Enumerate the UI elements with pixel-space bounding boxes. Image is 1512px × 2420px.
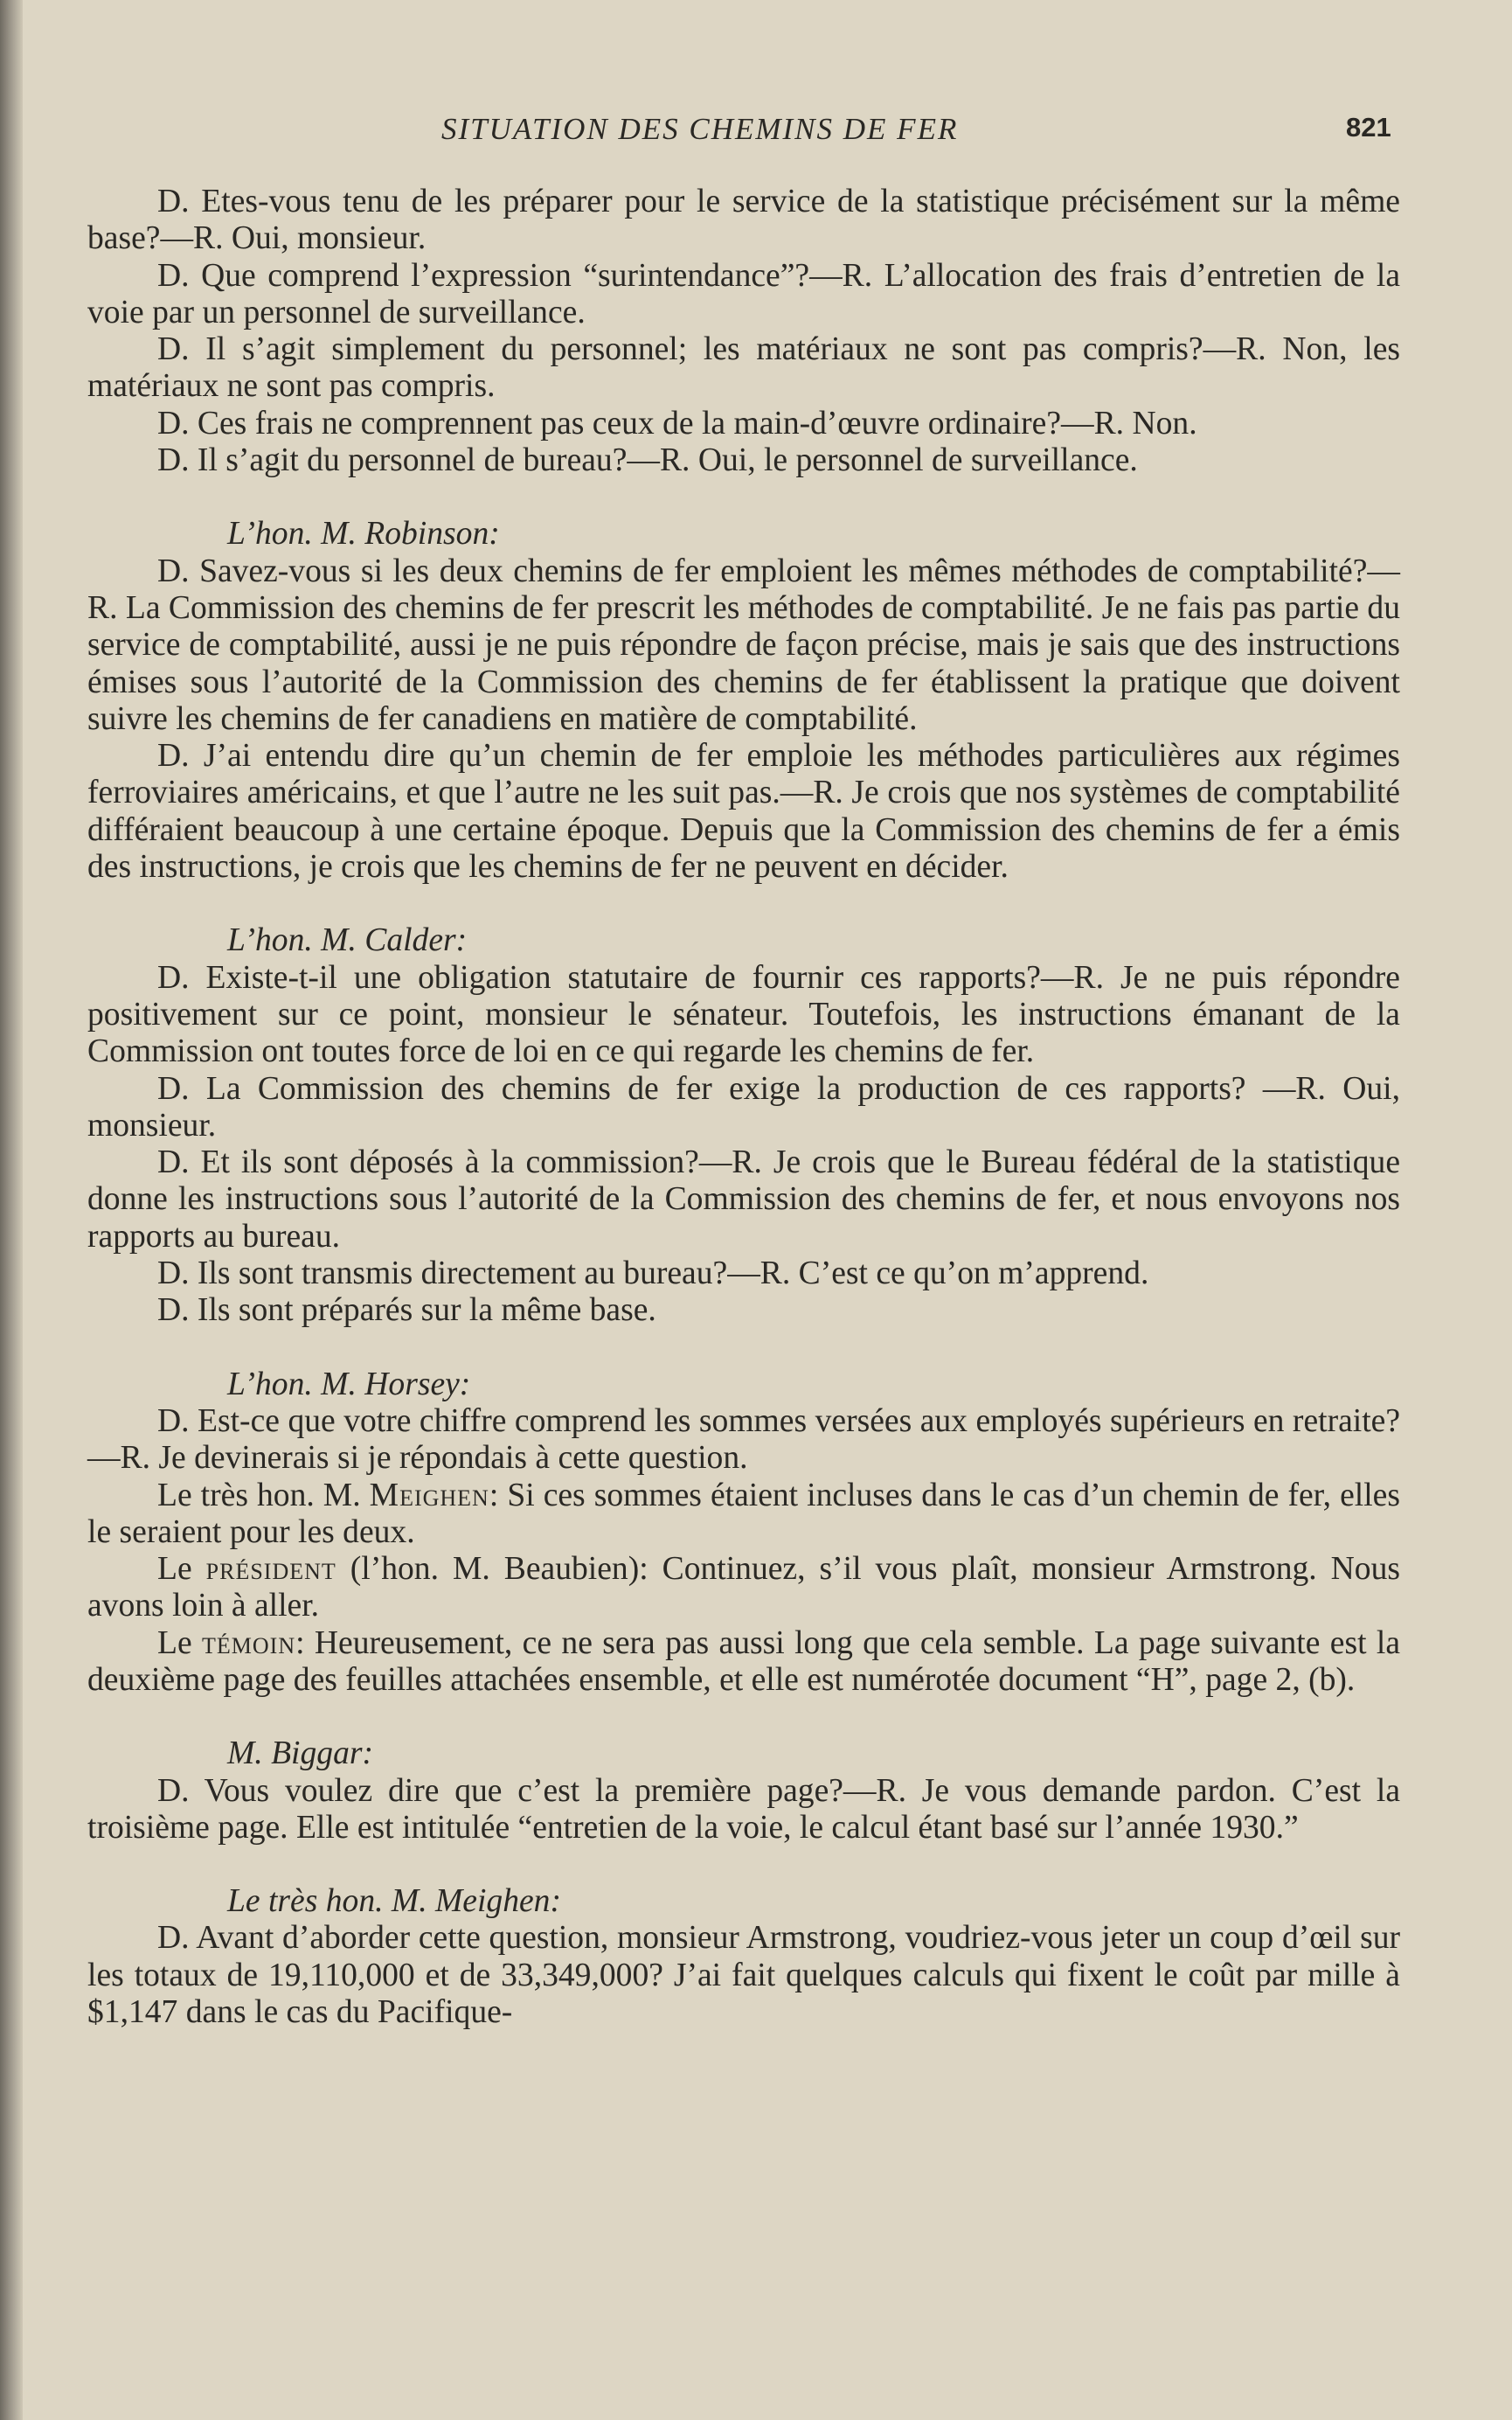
paragraph: D. Est-ce que votre chiffre comprend les sommes versées aux employés supérieurs en retraite?—R. Je devinerais si je répondais à cette question. [87,1402,1400,1477]
speaker-name: Meighen [369,1477,489,1513]
speaker-heading-meighen: Le très hon. M. Meighen: [227,1883,561,1920]
speaker-name: témoin [202,1624,296,1661]
speaker-name: président [205,1551,336,1588]
paragraph: D. Ils sont préparés sur la même base. [157,1292,656,1329]
speaker-heading-calder: L’hon. M. Calder: [227,922,468,959]
remark-text: (l’hon. M. Beaubien): Continuez, s’il vous plaît, monsieur Armstrong. Nous avons loin à aller. [87,1551,1401,1624]
paragraph-witness-remark [87,1625,1400,1700]
remark-text: : Heureusement, ce ne sera pas aussi long que cela semble. La page suivante est la deuxième page des feuilles attachées ensemble, et elle est numérotée document “H”, page 2, (b). [87,1624,1401,1698]
paragraph-president-remark [87,1551,1400,1625]
page-number: 821 [1346,112,1391,143]
paragraph: D. J’ai entendu dire qu’un chemin de fer emploie les méthodes particulières aux régimes ferroviaires américains, et que l’autre ne les suit pas.—R. Je crois que nos systèmes de comptabilité différaient beaucoup à une certaine époque. Depuis que la Commission des chemins de fer a émis des instructions, je crois que les chemins de fer ne peuvent en décider. [87,738,1400,886]
running-title: SITUATION DES CHEMINS DE FER [441,112,959,146]
speaker-prefix: Le [157,1551,206,1588]
page-body [87,184,1400,2031]
paragraph: D. Il s’agit du personnel de bureau?—R. Oui, le personnel de surveillance. [157,442,1138,479]
paragraph: D. Vous voulez dire que c’est la première page?—R. Je vous demande pardon. C’est la troisième page. Elle est intitulée “entretien de la voie, le calcul étant basé sur l’année 1930.” [87,1772,1400,1846]
paragraph: D. Savez-vous si les deux chemins de fer emploient les mêmes méthodes de comptabilité?—R. La Commission des chemins de fer prescrit les méthodes de comptabilité. Je ne fais pas partie du service de comptabilité, aussi je ne puis répondre de façon précise, mais je sais que des instructions émises sous l’autorité de la Commission des chemins de fer établissent la pratique que doivent suivre les chemins de fer canadiens en matière de comptabilité. [87,553,1400,737]
paragraph: D. Il s’agit simplement du personnel; les matériaux ne sont pas compris?—R. Non, les matériaux ne sont pas compris. [87,331,1400,405]
paragraph-meighen-remark [87,1478,1400,1552]
speaker-heading-robinson: L’hon. M. Robinson: [227,516,500,553]
paragraph: D. Etes-vous tenu de les préparer pour le service de la statistique précisément sur la même base?—R. Oui, monsieur. [87,184,1400,257]
paragraph: D. Existe-t-il une obligation statutaire de fournir ces rapports?—R. Je ne puis répondre positivement sur ce point, monsieur le sénateur. Toutefois, les instructions émanant de la Commission ont toutes force de loi en ce qui regarde les chemins de fer. [87,959,1400,1070]
speaker-heading-biggar: M. Biggar: [227,1735,373,1772]
speaker-prefix: Le [157,1624,202,1661]
paragraph: D. Avant d’aborder cette question, monsieur Armstrong, voudriez-vous jeter un coup d’œil sur les totaux de 19,110,000 et de 33,349,000? J’ai fait quelques calculs qui fixent le coût par mille à $1,147 dans le cas du Pacifique- [87,1920,1400,2031]
remark-text: : Si ces sommes étaient incluses dans le cas d’un chemin de fer, elles le seraient pour les deux. [87,1477,1400,1550]
paragraph: D. Que comprend l’expression “surintendance”?—R. L’allocation des frais d’entretien de la voie par un personnel de surveillance. [87,257,1400,330]
paragraph: D. Ils sont transmis directement au bureau?—R. C’est ce qu’on m’apprend. [157,1255,1149,1292]
paragraph: D. Et ils sont déposés à la commission?—R. Je crois que le Bureau fédéral de la statistique donne les instructions sous l’autorité de la Commission des chemins de fer, et nous envoyons nos rapports au bureau. [87,1144,1400,1255]
paragraph: D. Ces frais ne comprennent pas ceux de la main-d’œuvre ordinaire?—R. Non. [157,405,1197,442]
speaker-heading-horsey: L’hon. M. Horsey: [227,1366,471,1402]
speaker-prefix: Le très hon. M. [157,1477,370,1513]
paragraph: D. La Commission des chemins de fer exige la production de ces rapports? —R. Oui, monsieur. [87,1070,1400,1144]
